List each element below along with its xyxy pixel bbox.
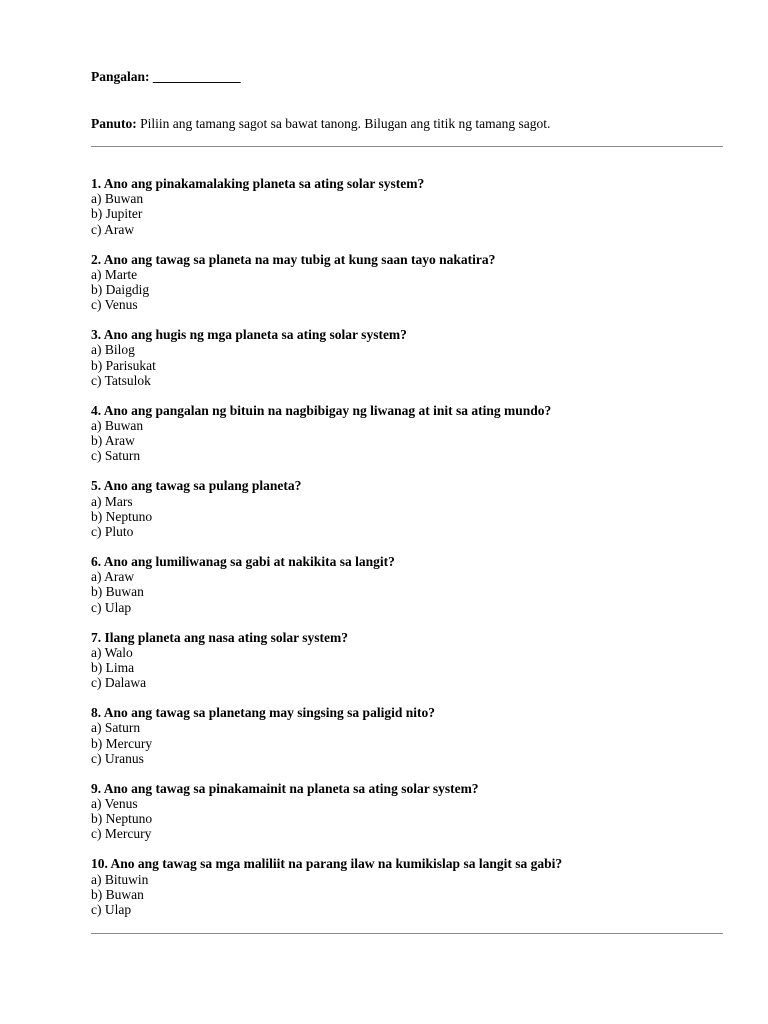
- choice-c: c) Venus: [91, 297, 138, 313]
- choice-c: c) Ulap: [91, 901, 132, 917]
- choice-a: a) Venus: [91, 795, 138, 811]
- question-7: [91, 630, 723, 706]
- question-text: 3. Ano ang hugis ng mga planeta sa ating solar system?: [91, 327, 407, 343]
- name-label: Pangalan:: [91, 69, 150, 84]
- name-blank: _____________: [152, 69, 241, 84]
- question-8: [91, 705, 723, 781]
- instructions-text: Piliin ang tamang sagot sa bawat tanong. Bilugan ang titik ng tamang sagot.: [140, 116, 551, 131]
- choice-a: a) Araw: [91, 569, 135, 585]
- question-3: [91, 327, 723, 403]
- choice-a: a) Buwan: [91, 191, 144, 207]
- choice-c: c) Tatsulok: [91, 372, 151, 388]
- choice-a: a) Saturn: [91, 720, 141, 736]
- choice-c: c) Mercury: [91, 826, 152, 842]
- choice-b: b) Buwan: [91, 886, 144, 902]
- choice-a: a) Buwan: [91, 417, 144, 433]
- top-divider: [91, 146, 723, 147]
- choice-c: c) Araw: [91, 221, 135, 237]
- question-text: 5. Ano ang tawag sa pulang planeta?: [91, 478, 302, 494]
- choice-b: b) Lima: [91, 659, 135, 675]
- question-text: 6. Ano ang lumiliwanag sa gabi at nakikita sa langit?: [91, 553, 395, 569]
- question-text: 7. Ilang planeta ang nasa ating solar system?: [91, 629, 349, 645]
- question-text: 8. Ano ang tawag sa planetang may singsing sa paligid nito?: [91, 705, 435, 721]
- choice-c: c) Dalawa: [91, 675, 147, 691]
- question-5: [91, 478, 723, 554]
- choice-b: b) Mercury: [91, 735, 153, 751]
- choice-b: b) Parisukat: [91, 357, 156, 373]
- question-9: [91, 781, 723, 857]
- choice-b: b) Araw: [91, 433, 135, 449]
- choice-c: c) Ulap: [91, 599, 132, 615]
- choice-c: c) Pluto: [91, 523, 134, 539]
- choice-b: b) Neptuno: [91, 508, 153, 524]
- choice-a: a) Marte: [91, 266, 138, 282]
- question-4: [91, 403, 723, 479]
- name-field: [91, 69, 241, 85]
- choice-c: c) Uranus: [91, 750, 144, 766]
- question-10: [91, 856, 723, 932]
- instructions-label: Panuto:: [91, 116, 137, 131]
- question-list: [91, 176, 723, 932]
- question-text: 10. Ano ang tawag sa mga maliliit na parang ilaw na kumikislap sa langit sa gabi?: [91, 856, 563, 872]
- instructions: [91, 116, 550, 132]
- question-text: 4. Ano ang pangalan ng bituin na nagbibigay ng liwanag at init sa ating mundo?: [91, 402, 552, 418]
- question-text: 1. Ano ang pinakamalaking planeta sa ating solar system?: [91, 176, 425, 191]
- question-2: [91, 252, 723, 328]
- choice-b: b) Buwan: [91, 584, 144, 600]
- question-text: 2. Ano ang tawag sa planeta na may tubig at kung saan tayo nakatira?: [91, 251, 496, 267]
- question-text: 9. Ano ang tawag sa pinakamainit na planeta sa ating solar system?: [91, 780, 479, 796]
- choice-a: a) Mars: [91, 493, 133, 509]
- choice-b: b) Daigdig: [91, 282, 150, 297]
- bottom-divider: [91, 933, 723, 934]
- choice-c: c) Saturn: [91, 448, 141, 464]
- choice-a: a) Bilog: [91, 342, 135, 358]
- choice-a: a) Walo: [91, 644, 133, 660]
- choice-b: b) Jupiter: [91, 206, 143, 222]
- question-6: [91, 554, 723, 630]
- choice-a: a) Bituwin: [91, 871, 149, 887]
- question-1: [91, 176, 723, 252]
- choice-b: b) Neptuno: [91, 811, 153, 827]
